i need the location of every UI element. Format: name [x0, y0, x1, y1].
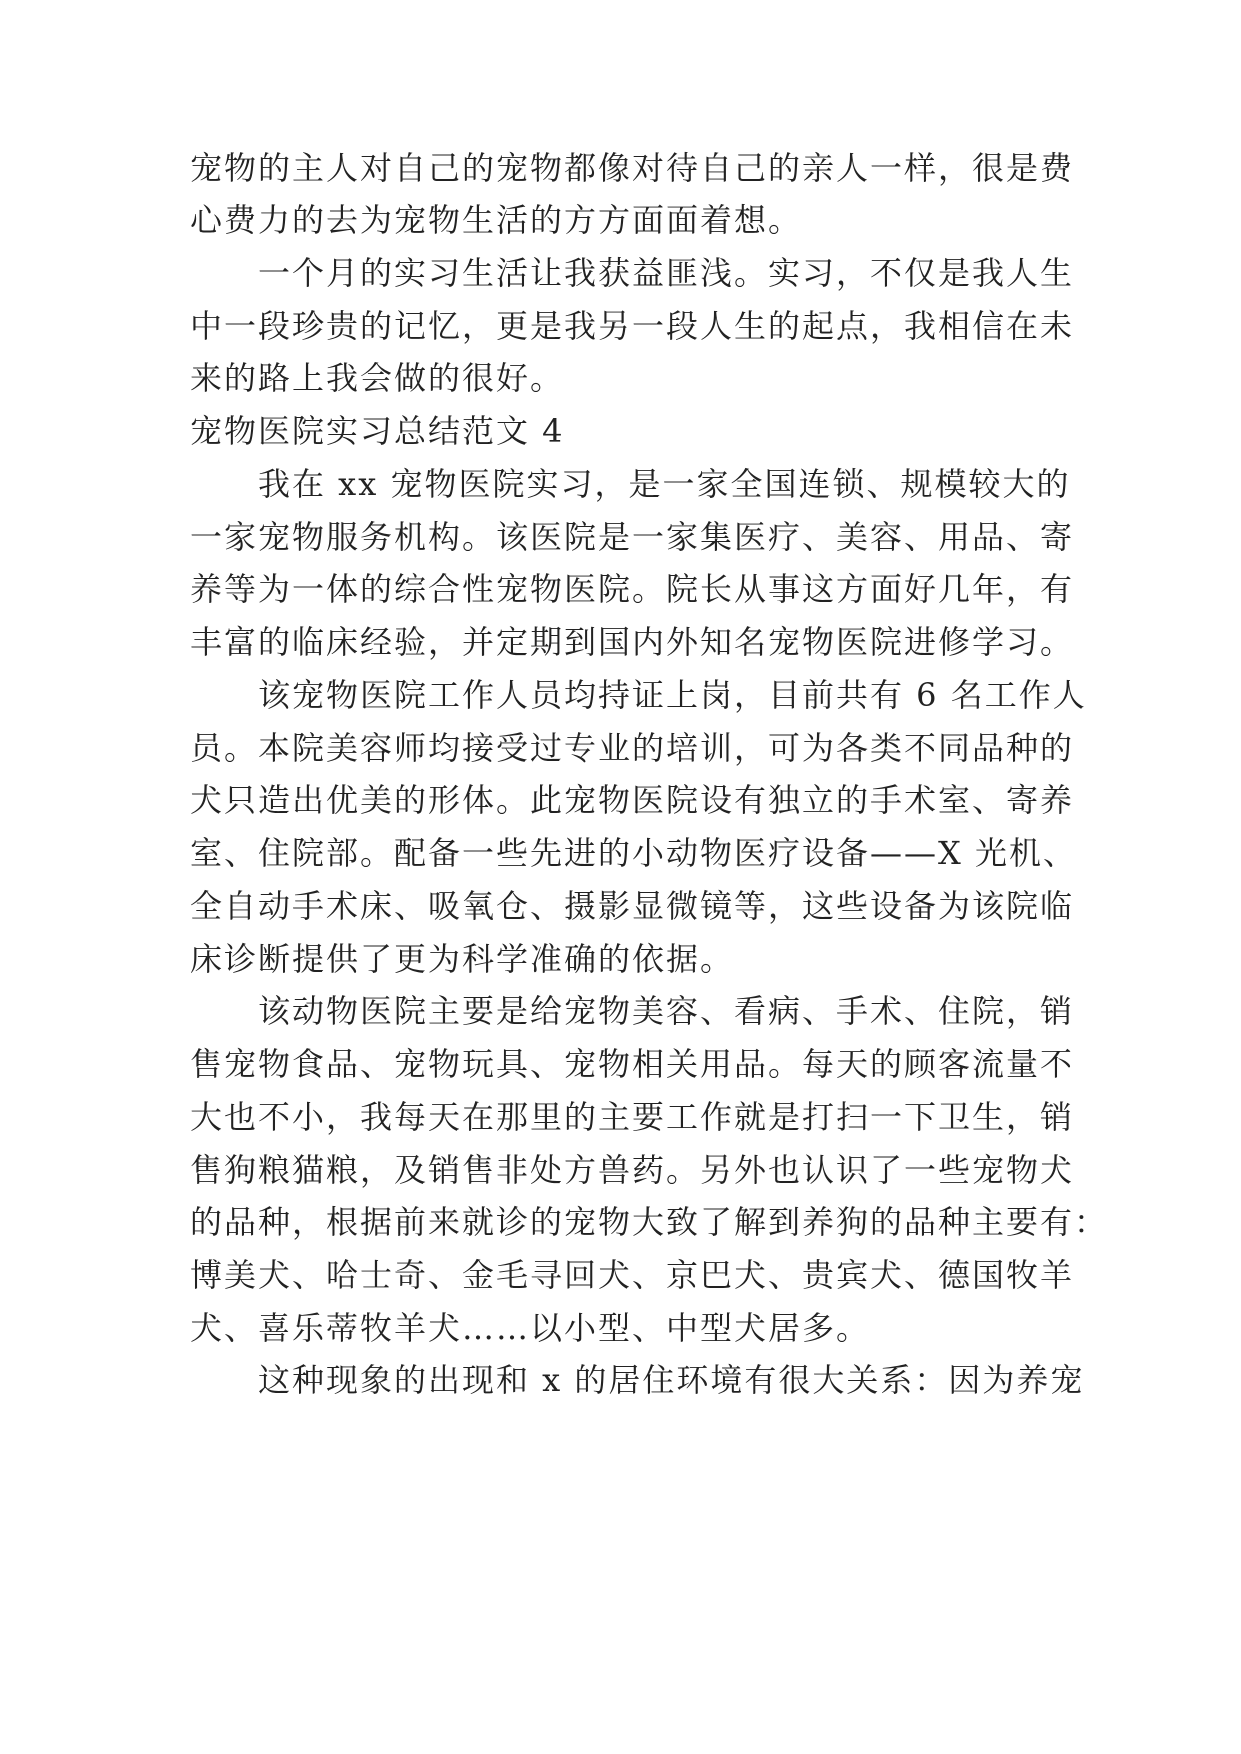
text-line: 该动物医院主要是给宠物美容、看病、手术、住院，销 [190, 992, 1075, 1030]
text-line: 这种现象的出现和 x 的居住环境有很大关系：因为养宠 [190, 1361, 1085, 1399]
text-line: 犬、喜乐蒂牧羊犬……以小型、中型犬居多。 [190, 1309, 871, 1347]
text-line: 员。本院美容师均接受过专业的培训，可为各类不同品种的 [190, 729, 1075, 767]
text-line: 的品种，根据前来就诊的宠物大致了解到养狗的品种主要有： [190, 1203, 1109, 1241]
text-line: 来的路上我会做的很好。 [190, 359, 565, 397]
text-line: 该宠物医院工作人员均持证上岗，目前共有 6 名工作人 [190, 676, 1087, 714]
text-line: 我在 xx 宠物医院实习，是一家全国连锁、规模较大的 [190, 465, 1071, 503]
text-line: 售狗粮猫粮，及销售非处方兽药。另外也认识了一些宠物犬 [190, 1151, 1075, 1189]
text-line: 养等为一体的综合性宠物医院。院长从事这方面好几年，有 [190, 570, 1075, 608]
text-line: 一个月的实习生活让我获益匪浅。实习，不仅是我人生 [190, 254, 1075, 292]
text-line: 床诊断提供了更为科学准确的依据。 [190, 940, 735, 978]
text-line: 宠物的主人对自己的宠物都像对待自己的亲人一样，很是费 [190, 149, 1075, 187]
text-line: 售宠物食品、宠物玩具、宠物相关用品。每天的顾客流量不 [190, 1045, 1075, 1083]
text-line: 室、住院部。配备一些先进的小动物医疗设备——X 光机、 [190, 834, 1077, 872]
text-line: 一家宠物服务机构。该医院是一家集医疗、美容、用品、寄 [190, 518, 1075, 556]
text-line: 心费力的去为宠物生活的方方面面着想。 [190, 201, 803, 239]
text-line: 犬只造出优美的形体。此宠物医院设有独立的手术室、寄养 [190, 781, 1075, 819]
text-line: 大也不小，我每天在那里的主要工作就是打扫一下卫生，销 [190, 1098, 1075, 1136]
text-line: 丰富的临床经验，并定期到国内外知名宠物医院进修学习。 [190, 623, 1075, 661]
text-line: 中一段珍贵的记忆，更是我另一段人生的起点，我相信在未 [190, 307, 1075, 345]
text-line: 博美犬、哈士奇、金毛寻回犬、京巴犬、贵宾犬、德国牧羊 [190, 1256, 1075, 1294]
section-heading: 宠物医院实习总结范文 4 [190, 412, 565, 450]
text-line: 全自动手术床、吸氧仓、摄影显微镜等，这些设备为该院临 [190, 887, 1075, 925]
